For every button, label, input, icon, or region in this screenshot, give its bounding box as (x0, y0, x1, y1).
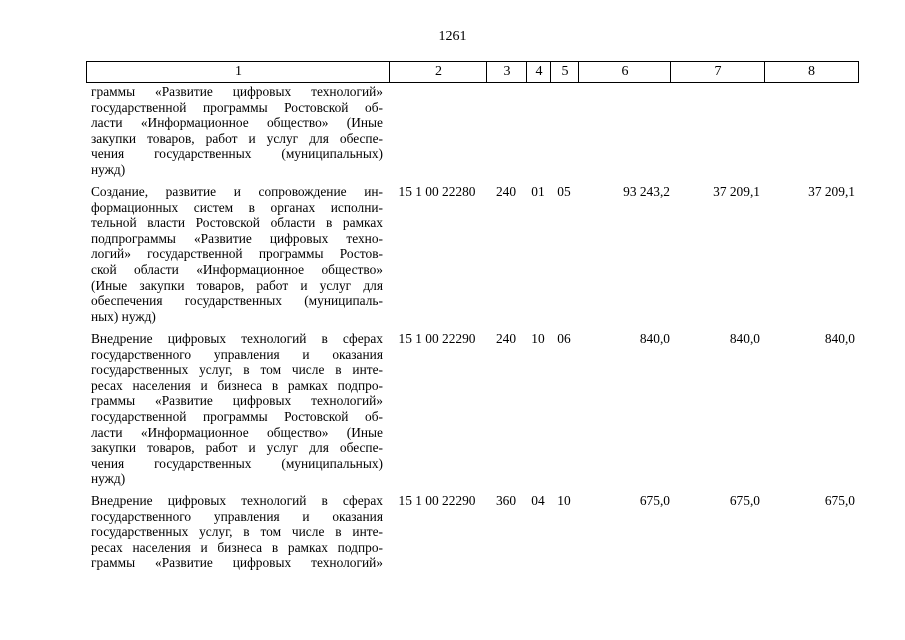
description-line: Создание, развитие и сопровождение ин- (91, 184, 383, 199)
description-line: чения государственных (муниципальных) (91, 455, 383, 471)
description-line: ресах населения и бизнеса в рамках подпро- (91, 377, 383, 393)
description-line: Внедрение цифровых технологий в сферах (91, 331, 383, 346)
description-line: обеспечения государственных (муниципаль- (91, 293, 383, 309)
header-col-7: 7 (670, 61, 765, 83)
description-line: нужд) (91, 161, 126, 177)
description-line: формационных систем в органах исполни- (91, 199, 383, 215)
description-line: ской области «Информационное общество» (91, 261, 383, 277)
header-col-1: 1 (86, 61, 390, 83)
row-sum-2: 675,0 (729, 493, 760, 508)
description-line: граммы «Развитие цифровых технологий» (91, 84, 383, 99)
row-description (91, 331, 383, 487)
row-csr: 15 1 00 22280 (398, 184, 476, 199)
row-rz: 10 (531, 331, 545, 346)
description-line: государственных услуг, в том числе в инте- (91, 524, 383, 540)
row-sum-1: 840,0 (639, 331, 670, 346)
description-line: закупки товаров, работ и услуг для обеспе- (91, 130, 383, 146)
description-line: ласти «Информационное общество» (Иные (91, 424, 383, 440)
row-description (91, 84, 383, 178)
row-sum-3: 675,0 (824, 493, 855, 508)
row-sum-1: 675,0 (639, 493, 670, 508)
row-csr: 15 1 00 22290 (398, 493, 476, 508)
description-line: (Иные закупки товаров, работ и услуг для (91, 277, 383, 293)
description-line: нужд) (91, 471, 126, 487)
row-vr: 360 (495, 493, 517, 508)
row-sum-1: 93 243,2 (623, 184, 670, 199)
table-header (86, 61, 859, 83)
row-description (91, 493, 383, 571)
row-description (91, 184, 383, 324)
description-line: чения государственных (муниципальных) (91, 146, 383, 162)
description-line: Внедрение цифровых технологий в сферах (91, 493, 383, 508)
description-line: закупки товаров, работ и услуг для обеспе- (91, 440, 383, 456)
row-pr: 05 (557, 184, 571, 199)
row-sum-2: 37 209,1 (713, 184, 760, 199)
description-line: логий» государственной программы Ростов- (91, 246, 383, 262)
row-rz: 01 (531, 184, 545, 199)
row-rz: 04 (531, 493, 545, 508)
description-line: ных) нужд) (91, 308, 156, 324)
row-vr: 240 (495, 331, 517, 346)
description-line: государственного управления и оказания (91, 508, 383, 524)
row-sum-2: 840,0 (729, 331, 760, 346)
row-sum-3: 37 209,1 (808, 184, 855, 199)
header-col-3: 3 (486, 61, 527, 83)
description-line: ресах населения и бизнеса в рамках подпро- (91, 539, 383, 555)
row-sum-3: 840,0 (824, 331, 855, 346)
header-col-5: 5 (550, 61, 579, 83)
description-line: подпрограммы «Развитие цифровых техно- (91, 230, 383, 246)
row-pr: 06 (557, 331, 571, 346)
page-number: 1261 (438, 29, 467, 44)
description-line: государственных услуг, в том числе в инте- (91, 362, 383, 378)
description-line: тельной власти Ростовской области в рамках (91, 215, 383, 231)
description-line: государственного управления и оказания (91, 346, 383, 362)
description-line: ласти «Информационное общество» (Иные (91, 115, 383, 131)
header-col-8: 8 (764, 61, 859, 83)
description-line: государственной программы Ростовской об- (91, 99, 383, 115)
description-line: граммы «Развитие цифровых технологий» (91, 393, 383, 409)
header-col-4: 4 (526, 61, 551, 83)
header-col-6: 6 (578, 61, 671, 83)
description-line: государственной программы Ростовской об- (91, 408, 383, 424)
row-pr: 10 (557, 493, 571, 508)
row-vr: 240 (495, 184, 517, 199)
header-col-2: 2 (389, 61, 487, 83)
description-line: граммы «Развитие цифровых технологий» (91, 555, 383, 571)
row-csr: 15 1 00 22290 (398, 331, 476, 346)
